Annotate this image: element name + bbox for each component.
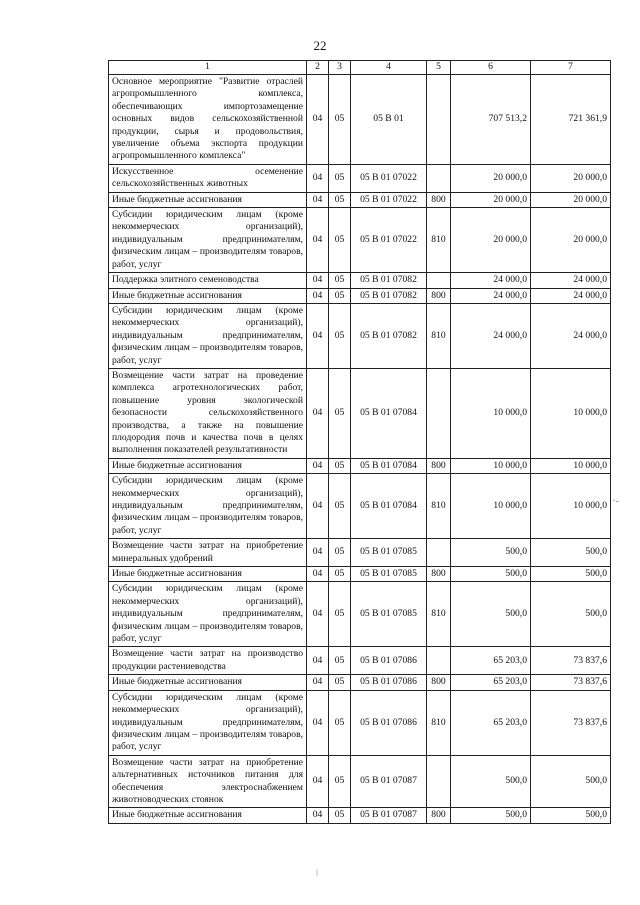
row-target-code: 05 В 01 07086	[351, 675, 427, 690]
row-target-code: 05 В 01 07086	[351, 690, 427, 755]
row-subsection: 05	[329, 458, 351, 473]
row-amount-year-2: 500,0	[531, 582, 611, 647]
row-name: Субсидии юридическим лицам (кроме некоммерческих организаций), индивидуальным предпринимателям, физическим лицам – производителям товаров, работ, услуг	[109, 474, 307, 539]
row-name: Иные бюджетные ассигнования	[109, 458, 307, 473]
row-expense-type: 800	[427, 675, 451, 690]
row-amount-year-1: 10 000,0	[451, 368, 531, 458]
table-row	[109, 368, 611, 458]
row-section: 04	[307, 675, 329, 690]
row-expense-type: 800	[427, 808, 451, 823]
row-target-code: 05 В 01 07087	[351, 808, 427, 823]
row-section: 04	[307, 539, 329, 567]
row-target-code: 05 В 01 07022	[351, 208, 427, 273]
row-target-code: 05 В 01 07086	[351, 647, 427, 675]
row-name: Субсидии юридическим лицам (кроме некоммерческих организаций), индивидуальным предпринимателям, физическим лицам – производителям товаров, работ, услуг	[109, 582, 307, 647]
table-body	[109, 75, 611, 824]
row-expense-type	[427, 273, 451, 288]
row-name: Основное мероприятие "Развитие отраслей агропромышленного комплекса, обеспечивающих импортозамещение основных видов сельскохозяйственной продукции, сырья и продовольствия, увеличение объема экспорта продукции агропромышленного комплекса"	[109, 75, 307, 165]
row-subsection: 05	[329, 675, 351, 690]
row-subsection: 05	[329, 164, 351, 192]
row-target-code: 05 В 01 07082	[351, 288, 427, 303]
row-target-code: 05 В 01 07022	[351, 192, 427, 207]
column-header: 6	[451, 61, 531, 75]
row-expense-type	[427, 164, 451, 192]
row-expense-type: 800	[427, 288, 451, 303]
table-row	[109, 458, 611, 473]
table-row	[109, 675, 611, 690]
row-subsection: 05	[329, 288, 351, 303]
table-row	[109, 75, 611, 165]
row-amount-year-2: 20 000,0	[531, 192, 611, 207]
row-amount-year-1: 20 000,0	[451, 192, 531, 207]
row-amount-year-2: 73 837,6	[531, 647, 611, 675]
row-amount-year-2: 24 000,0	[531, 273, 611, 288]
column-header: 7	[531, 61, 611, 75]
row-name: Возмещение части затрат на приобретение минеральных удобрений	[109, 539, 307, 567]
row-amount-year-1: 20 000,0	[451, 208, 531, 273]
column-header: 1	[109, 61, 307, 75]
row-expense-type: 810	[427, 582, 451, 647]
row-expense-type: 810	[427, 474, 451, 539]
table-header-row	[109, 61, 611, 75]
table-row	[109, 273, 611, 288]
row-section: 04	[307, 647, 329, 675]
row-expense-type: 800	[427, 192, 451, 207]
row-section: 04	[307, 808, 329, 823]
row-target-code: 05 В 01 07085	[351, 539, 427, 567]
column-header: 4	[351, 61, 427, 75]
row-target-code: 05 В 01 07085	[351, 567, 427, 582]
row-target-code: 05 В 01	[351, 75, 427, 165]
row-amount-year-2: 500,0	[531, 808, 611, 823]
row-subsection: 05	[329, 75, 351, 165]
row-amount-year-1: 707 513,2	[451, 75, 531, 165]
row-name: Возмещение части затрат на приобретение альтернативных источников питания для обеспечения электроснабжением животноводческих стоянок	[109, 755, 307, 808]
row-amount-year-1: 24 000,0	[451, 273, 531, 288]
scan-mark: ǀ	[316, 868, 319, 879]
table-row	[109, 474, 611, 539]
table-row	[109, 647, 611, 675]
row-expense-type: 810	[427, 208, 451, 273]
row-subsection: 05	[329, 567, 351, 582]
row-subsection: 05	[329, 368, 351, 458]
row-expense-type	[427, 368, 451, 458]
row-amount-year-1: 24 000,0	[451, 288, 531, 303]
row-amount-year-2: 20 000,0	[531, 164, 611, 192]
row-amount-year-2: 500,0	[531, 567, 611, 582]
row-expense-type	[427, 539, 451, 567]
table-row	[109, 192, 611, 207]
row-expense-type: 810	[427, 303, 451, 368]
table-row	[109, 582, 611, 647]
table-row	[109, 164, 611, 192]
row-section: 04	[307, 690, 329, 755]
row-amount-year-1: 10 000,0	[451, 474, 531, 539]
row-amount-year-1: 65 203,0	[451, 675, 531, 690]
row-subsection: 05	[329, 303, 351, 368]
column-header: 2	[307, 61, 329, 75]
row-subsection: 05	[329, 690, 351, 755]
row-amount-year-1: 500,0	[451, 582, 531, 647]
row-section: 04	[307, 458, 329, 473]
row-subsection: 05	[329, 273, 351, 288]
table-row	[109, 567, 611, 582]
row-target-code: 05 В 01 07084	[351, 458, 427, 473]
row-amount-year-2: 10 000,0	[531, 368, 611, 458]
table-row	[109, 288, 611, 303]
table-row	[109, 303, 611, 368]
row-target-code: 05 В 01 07082	[351, 303, 427, 368]
row-section: 04	[307, 368, 329, 458]
row-expense-type	[427, 647, 451, 675]
row-section: 04	[307, 288, 329, 303]
row-name: Субсидии юридическим лицам (кроме некоммерческих организаций), индивидуальным предпринимателям, физическим лицам – производителям товаров, работ, услуг	[109, 690, 307, 755]
table-row	[109, 539, 611, 567]
row-name: Иные бюджетные ассигнования	[109, 192, 307, 207]
row-amount-year-2: 10 000,0	[531, 458, 611, 473]
row-section: 04	[307, 567, 329, 582]
row-amount-year-1: 500,0	[451, 539, 531, 567]
margin-mark: ·-	[612, 496, 619, 507]
row-target-code: 05 В 01 07084	[351, 474, 427, 539]
row-subsection: 05	[329, 474, 351, 539]
row-subsection: 05	[329, 808, 351, 823]
table-row	[109, 808, 611, 823]
row-amount-year-2: 73 837,6	[531, 675, 611, 690]
row-amount-year-1: 500,0	[451, 755, 531, 808]
row-amount-year-1: 24 000,0	[451, 303, 531, 368]
row-name: Иные бюджетные ассигнования	[109, 288, 307, 303]
row-name: Иные бюджетные ассигнования	[109, 567, 307, 582]
row-subsection: 05	[329, 192, 351, 207]
column-header: 3	[329, 61, 351, 75]
row-target-code: 05 В 01 07022	[351, 164, 427, 192]
row-amount-year-2: 721 361,9	[531, 75, 611, 165]
row-section: 04	[307, 208, 329, 273]
row-amount-year-2: 10 000,0	[531, 474, 611, 539]
table-row	[109, 690, 611, 755]
row-section: 04	[307, 164, 329, 192]
row-amount-year-2: 20 000,0	[531, 208, 611, 273]
row-name: Поддержка элитного семеноводства	[109, 273, 307, 288]
row-expense-type: 810	[427, 690, 451, 755]
row-target-code: 05 В 01 07085	[351, 582, 427, 647]
row-target-code: 05 В 01 07084	[351, 368, 427, 458]
page-number: 22	[313, 38, 327, 53]
row-subsection: 05	[329, 647, 351, 675]
row-name: Субсидии юридическим лицам (кроме некоммерческих организаций), индивидуальным предпринимателям, физическим лицам – производителям товаров, работ, услуг	[109, 303, 307, 368]
row-amount-year-1: 10 000,0	[451, 458, 531, 473]
row-name: Искусственное осеменение сельскохозяйственных животных	[109, 164, 307, 192]
row-name: Субсидии юридическим лицам (кроме некоммерческих организаций), индивидуальным предпринимателям, физическим лицам – производителям товаров, работ, услуг	[109, 208, 307, 273]
table-row	[109, 755, 611, 808]
row-subsection: 05	[329, 755, 351, 808]
row-expense-type	[427, 755, 451, 808]
row-subsection: 05	[329, 539, 351, 567]
row-section: 04	[307, 75, 329, 165]
row-name: Возмещение части затрат на производство продукции растениеводства	[109, 647, 307, 675]
row-name: Иные бюджетные ассигнования	[109, 675, 307, 690]
row-subsection: 05	[329, 582, 351, 647]
row-amount-year-1: 65 203,0	[451, 647, 531, 675]
budget-table	[108, 60, 611, 824]
row-section: 04	[307, 755, 329, 808]
row-target-code: 05 В 01 07087	[351, 755, 427, 808]
table-row	[109, 208, 611, 273]
row-section: 04	[307, 303, 329, 368]
row-expense-type	[427, 75, 451, 165]
row-amount-year-1: 20 000,0	[451, 164, 531, 192]
row-expense-type: 800	[427, 458, 451, 473]
row-amount-year-1: 500,0	[451, 808, 531, 823]
row-subsection: 05	[329, 208, 351, 273]
row-section: 04	[307, 192, 329, 207]
row-expense-type: 800	[427, 567, 451, 582]
row-section: 04	[307, 474, 329, 539]
row-amount-year-2: 500,0	[531, 539, 611, 567]
row-name: Возмещение части затрат на проведение комплекса агротехнологических работ, повышение уровня экологической безопасности сельскохозяйственного производства, а также на повышение плодородия почв и качества почв в целях выполнения показателей результативности	[109, 368, 307, 458]
row-amount-year-2: 24 000,0	[531, 288, 611, 303]
row-section: 04	[307, 582, 329, 647]
row-amount-year-2: 500,0	[531, 755, 611, 808]
row-target-code: 05 В 01 07082	[351, 273, 427, 288]
row-amount-year-1: 65 203,0	[451, 690, 531, 755]
row-amount-year-2: 24 000,0	[531, 303, 611, 368]
column-header: 5	[427, 61, 451, 75]
row-amount-year-2: 73 837,6	[531, 690, 611, 755]
row-section: 04	[307, 273, 329, 288]
row-amount-year-1: 500,0	[451, 567, 531, 582]
row-name: Иные бюджетные ассигнования	[109, 808, 307, 823]
